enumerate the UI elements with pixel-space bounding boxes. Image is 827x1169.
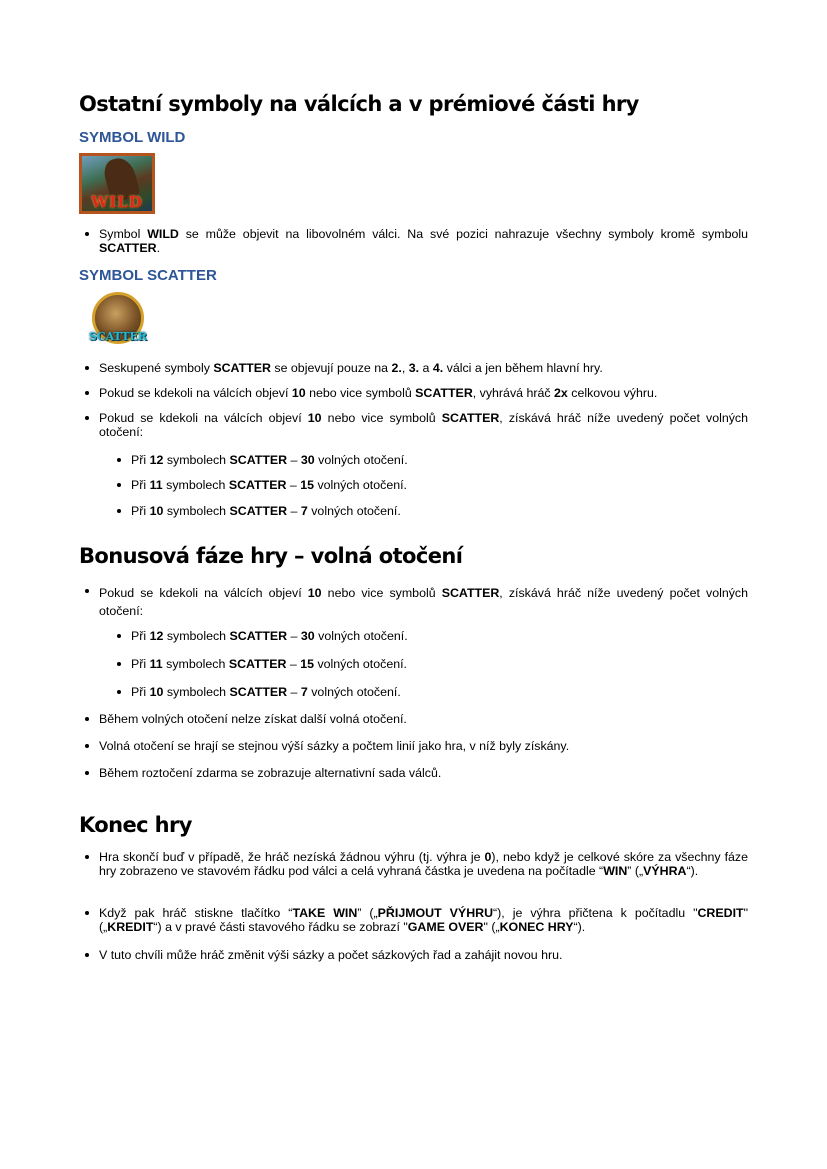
text: Při [131, 478, 150, 492]
text: ” („ [357, 906, 378, 920]
list-item [85, 361, 748, 375]
bold-text: 7 [300, 685, 308, 699]
text: “), je výhra přičtena k počítadlu " [493, 906, 698, 920]
text: válci a jen během hlavní hry. [443, 361, 603, 375]
text: Pokud se kdekoli na válcích objeví [99, 411, 308, 425]
bold-text: 4. [432, 361, 444, 375]
bold-text: SCATTER [213, 361, 271, 375]
text: volných otočení. [307, 504, 401, 518]
bold-text: 12 [149, 629, 164, 643]
bold-text: KONEC HRY [499, 920, 574, 934]
nested-list-item [117, 504, 748, 518]
text: Při [131, 657, 150, 671]
text: V tuto chvíli může hráč změnit výši sázky a počet sázkových řad a zahájit novou hru. [99, 948, 563, 962]
heading-symbol-scatter: SYMBOL SCATTER [79, 267, 217, 284]
bold-text: 30 [300, 453, 315, 467]
text: symbolech [163, 685, 230, 699]
text: " („ [99, 906, 749, 934]
bold-text: 10 [307, 586, 322, 600]
text: – [287, 629, 301, 643]
text: – [287, 504, 301, 518]
text: Pokud se kdekoli na válcích objeví [99, 586, 308, 600]
list-item [85, 227, 748, 255]
bold-text: WIN [603, 864, 628, 878]
text: Během roztočení zdarma se zobrazuje alternativní sada válců. [99, 766, 442, 780]
text: – [286, 657, 301, 671]
text: Pokud se kdekoli na válcích objeví [99, 386, 292, 400]
bold-text: SCATTER [229, 629, 288, 643]
section-title-game-end: Konec hry [79, 813, 192, 837]
text: ” („ [627, 864, 644, 878]
bold-text: 12 [149, 453, 164, 467]
bold-text: CREDIT [697, 906, 744, 920]
bold-text: SCATTER [441, 586, 500, 600]
text: se objevují pouze na [270, 361, 392, 375]
bold-text: 10 [307, 411, 322, 425]
text: ), nebo když je celkové skóre za všechny fáze hry zobrazeno ve stavovém řádku pod válci a celá vyhraná částka je uvedena na počítadle “ [99, 850, 748, 878]
bold-text: TAKE WIN [292, 906, 358, 920]
bold-text: 15 [300, 657, 314, 671]
text: " („ [483, 920, 500, 934]
text: nebo vice symbolů [321, 586, 442, 600]
text: symbolech [163, 453, 230, 467]
text: Volná otočení se hrají se stejnou výší sázky a počtem linií jako hra, v níž byly získány. [99, 739, 570, 753]
wild-logo-text: WILD [91, 193, 143, 211]
bold-text: 30 [300, 629, 315, 643]
section-title-bonus: Bonusová fáze hry – volná otočení [79, 544, 463, 568]
list-item [85, 906, 748, 934]
text: Hra skončí buď v případě, že hráč nezíská žádnou výhru (tj. výhra je [99, 850, 485, 864]
list-item [85, 739, 748, 753]
bold-text: 11 [149, 478, 163, 492]
text: – [286, 478, 301, 492]
text: Symbol [99, 227, 148, 241]
list-item [85, 411, 748, 439]
text: “). [573, 920, 586, 934]
text: celkovou výhru. [567, 386, 658, 400]
bold-text: SCATTER [229, 685, 288, 699]
text: se může objevit na libovolném válci. Na své pozici nahrazuje všechny symboly kromě symbolu [178, 227, 748, 241]
bold-text: SCATTER [441, 411, 500, 425]
nested-list-item [117, 657, 748, 671]
text: symbolech [162, 478, 229, 492]
text: – [287, 453, 301, 467]
text: “) a v pravé části stavového řádku se zobrazí " [153, 920, 408, 934]
list-item [85, 766, 748, 780]
nested-list-item [117, 629, 748, 643]
text: volných otočení. [314, 657, 407, 671]
text: Při [131, 685, 150, 699]
list-item [85, 948, 748, 962]
text: Při [131, 504, 150, 518]
bold-text: 0 [484, 850, 492, 864]
bold-text: SCATTER [99, 241, 157, 255]
bold-text: PŘIJMOUT VÝHRU [377, 906, 494, 920]
text: Při [131, 629, 150, 643]
bold-text: SCATTER [228, 657, 287, 671]
text: volných otočení. [314, 478, 407, 492]
bold-text: SCATTER [415, 386, 473, 400]
text: volných otočení. [307, 685, 401, 699]
text: . [156, 241, 161, 255]
bold-text: 11 [149, 657, 163, 671]
scatter-symbol-image [88, 292, 148, 350]
text: symbolech [162, 657, 229, 671]
text: Během volných otočení nelze získat další volná otočení. [99, 712, 407, 726]
text: Když pak hráč stiskne tlačítko “ [99, 906, 293, 920]
bold-text: 3. [408, 361, 420, 375]
bold-text: 7 [300, 504, 308, 518]
nested-list-item [117, 685, 748, 699]
text: Při [131, 453, 150, 467]
text: nebo vice symbolů [305, 386, 416, 400]
nested-list-item [117, 453, 748, 467]
text: volných otočení. [314, 453, 408, 467]
text: volných otočení. [314, 629, 408, 643]
text: , [401, 361, 409, 375]
wild-symbol-image [79, 153, 155, 214]
bold-text: SCATTER [228, 478, 287, 492]
list-item [85, 712, 748, 726]
text: symbolech [163, 504, 230, 518]
text: , vyhrává hráč [472, 386, 555, 400]
bold-text: 15 [300, 478, 314, 492]
heading-symbol-wild: SYMBOL WILD [79, 129, 186, 146]
bold-text: VÝHRA [643, 864, 687, 878]
text: “). [686, 864, 699, 878]
list-item [85, 584, 748, 620]
bold-text: 2. [391, 361, 402, 375]
section-title-other-symbols: Ostatní symboly na válcích a v prémiové části hry [79, 92, 639, 116]
list-item [85, 386, 748, 400]
list-item [85, 850, 748, 878]
bold-text: GAME OVER [407, 920, 484, 934]
bold-text: KREDIT [107, 920, 154, 934]
text: , získává hráč níže uvedený počet volných otočení: [99, 411, 749, 439]
nested-list-item [117, 478, 748, 492]
text: a [419, 361, 433, 375]
text: symbolech [163, 629, 230, 643]
text: nebo vice symbolů [321, 411, 442, 425]
bold-text: 10 [149, 685, 164, 699]
bold-text: WILD [147, 227, 179, 241]
scatter-logo-text: SCATTER [88, 330, 148, 343]
text: , získává hráč níže uvedený počet volných otočení: [99, 586, 749, 618]
text: – [287, 685, 301, 699]
text: Seskupené symboly [99, 361, 214, 375]
bold-text: 10 [291, 386, 306, 400]
bold-text: 2x [554, 386, 568, 400]
bold-text: SCATTER [229, 504, 288, 518]
bold-text: SCATTER [229, 453, 288, 467]
bold-text: 10 [149, 504, 164, 518]
